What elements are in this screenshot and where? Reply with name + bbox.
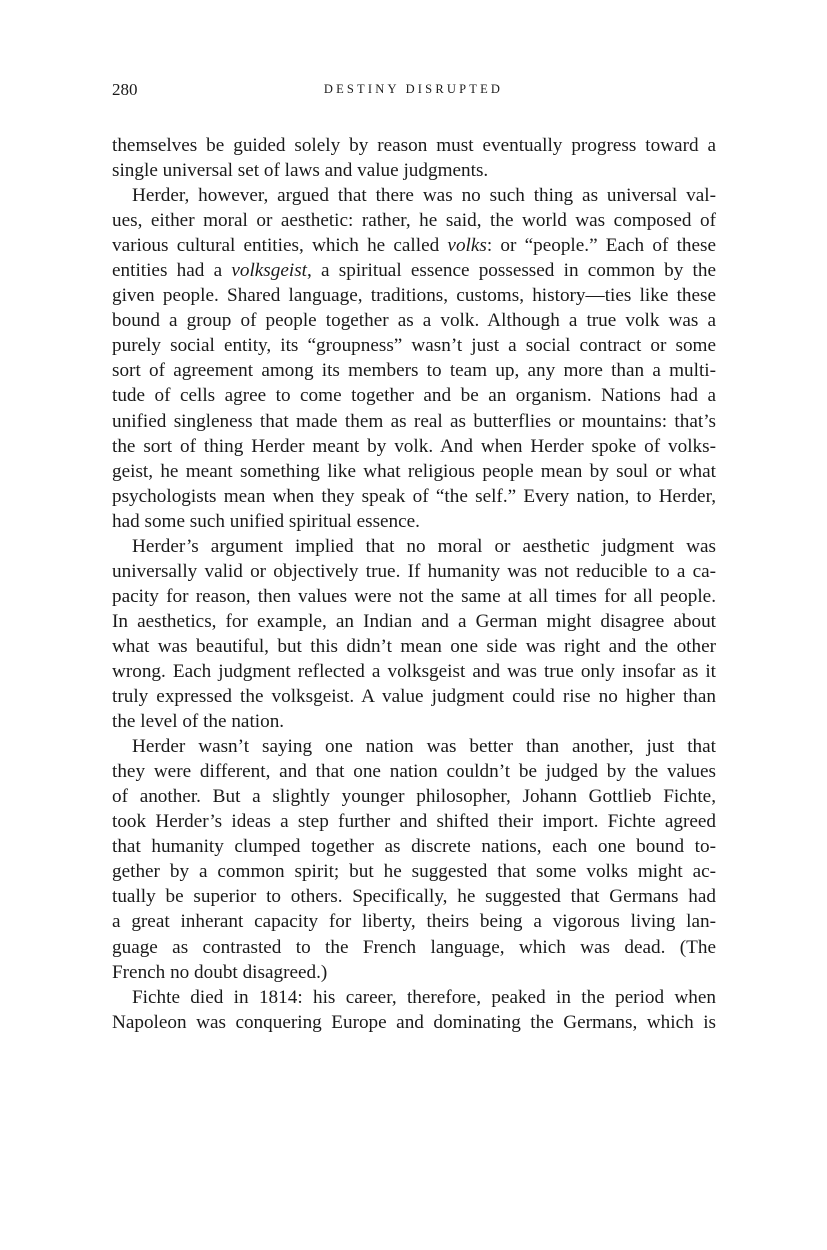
text-run: unified singleness that made them as real as butterflies or mountains: that’s (112, 410, 716, 432)
page-number: 280 (112, 80, 138, 99)
text-line (112, 684, 716, 709)
text-line (112, 208, 716, 233)
text-run: purely social entity, its “groupness” wasn’t just a social contract or some (112, 335, 716, 357)
text-line (112, 834, 716, 859)
text-run: tually be superior to others. Specifically, he suggested that Germans had (112, 886, 716, 908)
text-run: Napoleon was conquering Europe and dominating the Germans, which is (112, 1011, 716, 1033)
text-run: the level of the nation. (112, 711, 285, 733)
text-run: that humanity clumped together as discrete nations, each one bound to- (112, 836, 716, 858)
text-line (112, 158, 716, 183)
text-line (112, 709, 716, 734)
text-line (112, 133, 716, 158)
text-run: : or “people.” Each of these (486, 235, 716, 257)
text-run: of another. But a slightly younger philosopher, Johann Gottlieb Fichte, (112, 786, 716, 808)
text-run: sort of agreement among its members to team up, any more than a multi- (112, 360, 716, 382)
text-line (112, 484, 716, 509)
text-run: what was beautiful, but this didn’t mean one side was right and the other (112, 635, 716, 657)
text-run: given people. Shared language, traditions, customs, history—ties like these (112, 285, 716, 307)
text-run: geist, he meant something like what religious people mean by soul or what (112, 460, 716, 482)
text-line (112, 534, 716, 559)
text-run: Fichte died in 1814: his career, therefore, peaked in the period when (132, 986, 716, 1008)
text-line (112, 784, 716, 809)
text-line (112, 759, 716, 784)
text-line (112, 459, 716, 484)
text-line (112, 909, 716, 934)
text-line (112, 383, 716, 408)
text-line (112, 809, 716, 834)
text-run: single universal set of laws and value judgments. (112, 160, 489, 182)
text-run: ues, either moral or aesthetic: rather, he said, the world was composed of (112, 210, 716, 232)
text-line (112, 884, 716, 909)
text-line (112, 859, 716, 884)
text-line (112, 634, 716, 659)
text-run: pacity for reason, then values were not the same at all times for all people. (112, 585, 716, 607)
italic-term: volks (447, 235, 487, 257)
text-run: guage as contrasted to the French language, which was dead. (The (112, 936, 716, 958)
text-run: , a spiritual essence possessed in common by the (307, 260, 716, 282)
text-run: had some such unified spiritual essence. (112, 510, 420, 532)
text-run: In aesthetics, for example, an Indian and a German might disagree about (112, 610, 716, 632)
text-line (112, 509, 716, 534)
text-run: Herder’s argument implied that no moral or aesthetic judgment was (132, 535, 716, 557)
text-run: various cultural entities, which he called (112, 235, 448, 257)
text-run: Herder, however, argued that there was no such thing as universal val- (132, 185, 716, 207)
text-run: themselves be guided solely by reason must eventually progress toward a (112, 135, 716, 156)
text-run: took Herder’s ideas a step further and shifted their import. Fichte agreed (112, 811, 716, 833)
text-run: Herder wasn’t saying one nation was better than another, just that (132, 736, 716, 758)
text-line (112, 434, 716, 459)
text-line (112, 734, 716, 759)
text-line (112, 960, 716, 985)
text-line (112, 935, 716, 960)
text-run: a great inherant capacity for liberty, theirs being a vigorous living lan- (112, 911, 716, 933)
text-run: tude of cells agree to come together and be an organism. Nations had a (112, 385, 716, 407)
text-run: truly expressed the volksgeist. A value judgment could rise no higher than (112, 686, 716, 708)
text-line (112, 409, 716, 434)
text-line (112, 233, 716, 258)
text-line (112, 358, 716, 383)
text-run: entities had a (112, 260, 232, 282)
text-line (112, 559, 716, 584)
text-line (112, 183, 716, 208)
text-run: gether by a common spirit; but he suggested that some volks might ac- (112, 861, 716, 883)
text-line (112, 283, 716, 308)
text-line (112, 584, 716, 609)
text-line (112, 333, 716, 358)
text-run: universally valid or objectively true. If humanity was not reducible to a ca- (112, 560, 716, 582)
body-text (112, 133, 716, 1035)
text-line (112, 308, 716, 333)
text-run: psychologists mean when they speak of “the self.” Every nation, to Herder, (112, 485, 716, 507)
text-run: French no doubt disagreed.) (112, 961, 328, 983)
text-run: bound a group of people together as a volk. Although a true volk was a (112, 310, 716, 332)
italic-term: volksgeist (231, 260, 307, 282)
running-title-text: DESTINY DISRUPTED (323, 82, 504, 96)
text-line (112, 258, 716, 283)
text-run: they were different, and that one nation couldn’t be judged by the values (112, 761, 716, 783)
text-run: the sort of thing Herder meant by volk. And when Herder spoke of volks- (112, 435, 716, 457)
text-line (112, 985, 716, 1010)
running-title (0, 82, 827, 97)
text-line (112, 609, 716, 634)
text-line (112, 659, 716, 684)
text-line (112, 1010, 716, 1035)
text-run: wrong. Each judgment reflected a volksgeist and was true only insofar as it (112, 660, 716, 682)
